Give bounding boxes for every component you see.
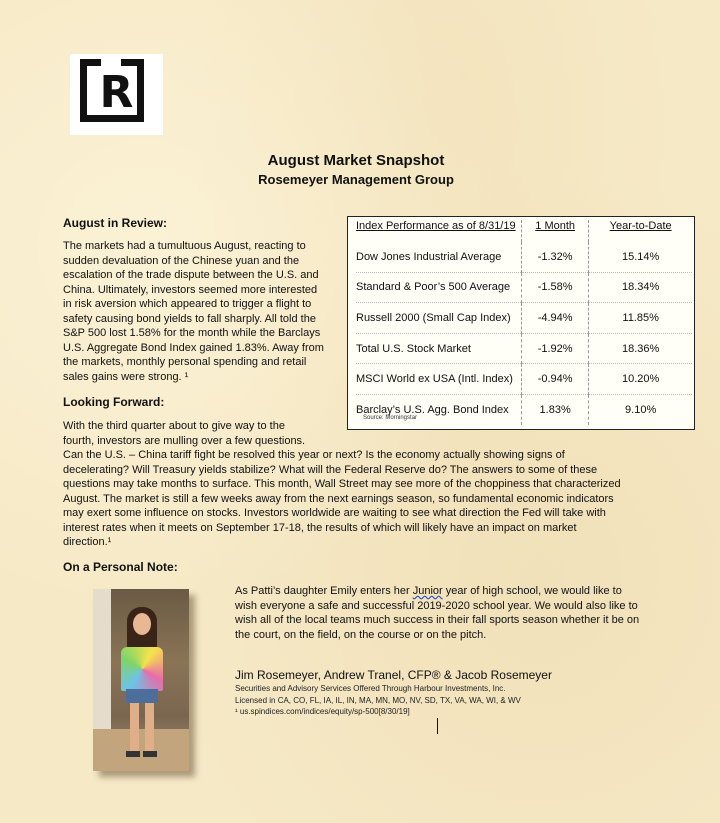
table-row — [356, 272, 692, 303]
personal-text-before: As Patti’s daughter Emily enters her — [235, 585, 413, 597]
ytd-return: 18.34% — [589, 272, 692, 303]
index-name: MSCI World ex USA (Intl. Index) — [356, 364, 522, 395]
table-row — [356, 242, 692, 272]
personal-paragraph — [235, 584, 645, 642]
text-cursor — [437, 718, 438, 734]
table-header-index: Index Performance as of 8/31/19 — [356, 220, 522, 242]
review-line: sudden devaluation of the Chinese yuan and the — [63, 254, 300, 267]
photo-shoe — [126, 751, 140, 757]
month-return: -4.94% — [522, 303, 589, 334]
forward-line: decelerating? Will Treasury yields stabilize? What will the Federal Reserve do? The answers to some of these — [63, 463, 598, 476]
table-row — [356, 364, 692, 395]
forward-line: With the third quarter about to give way to the — [63, 420, 285, 432]
disclosure-text: Securities and Advisory Services Offered Through Harbour Investments, Inc. — [235, 684, 506, 693]
month-return: -1.92% — [522, 333, 589, 364]
review-paragraph — [63, 239, 348, 384]
index-performance-table — [347, 216, 695, 430]
index-name: Barclay’s U.S. Agg. Bond Index — [356, 394, 522, 424]
photo-floor — [93, 729, 189, 771]
month-return: -1.58% — [522, 272, 589, 303]
forward-heading: Looking Forward: — [63, 395, 165, 409]
ytd-return: 15.14% — [589, 242, 692, 272]
table-header-month: 1 Month — [522, 220, 589, 242]
review-heading: August in Review: — [63, 216, 168, 230]
photo-shoe — [143, 751, 157, 757]
review-line: U.S. Aggregate Bond Index gained 1.83%. Away from — [63, 341, 324, 354]
logo-letter: R — [99, 67, 134, 118]
review-line: China. Ultimately, investors seemed more interested — [63, 283, 318, 296]
photo-leg — [130, 703, 139, 753]
review-line: in risk aversion which appeared to trigger a flight to — [63, 298, 312, 310]
spellcheck-underlined-word: Junior — [412, 585, 443, 597]
table-header-ytd: Year-to-Date — [609, 220, 672, 232]
index-name: Dow Jones Industrial Average — [356, 242, 522, 272]
review-line: The markets had a tumultuous August, reacting to — [63, 240, 306, 252]
company-logo — [70, 54, 163, 135]
table-row — [356, 303, 692, 334]
ytd-return: 9.10% — [625, 403, 657, 416]
forward-line: fourth, investors are mulling over a few questions. — [63, 434, 306, 447]
index-name: Standard & Poor’s 500 Average — [356, 272, 522, 303]
document-title: August Market Snapshot — [267, 152, 445, 169]
photo-leg — [145, 703, 154, 753]
table-source-note: Source: Morningstar — [363, 415, 418, 421]
ytd-return: 10.20% — [589, 364, 692, 395]
review-line: S&P 500 lost 1.58% for the month while the Barclays — [63, 327, 321, 339]
signature-line: Jim Rosemeyer, Andrew Tranel, CFP® & Jacob Rosemeyer — [235, 668, 552, 682]
review-line: sales gains were strong. ¹ — [63, 370, 189, 383]
month-return: 1.83% — [522, 394, 589, 424]
review-line: the markets, monthly personal spending and retail — [63, 356, 307, 368]
forward-line: questions may take months to surface. This month, Wall Street may see more of the choppiness that characterized — [63, 478, 621, 490]
licensed-states: Licensed in CA, CO, FL, IA, IL, IN, MA, MN, MO, NV, SD, TX, VA, WA, WI, & WV — [235, 696, 521, 705]
review-line: safety causing bond yields to fall sharply. All told the — [63, 312, 316, 325]
personal-text-after: year of high school, we would like to wish everyone a safe and successful 2019-2020 school year. We would also like to wish all of the local teams much success in their fall sports season whether it be on the court, on the field, on the course or on the pitch. — [235, 585, 640, 641]
review-line: escalation of the trade dispute between the U.S. and — [63, 269, 319, 281]
index-name: Total U.S. Stock Market — [356, 333, 522, 364]
ytd-return: 11.85% — [589, 303, 692, 334]
forward-line: may exert some influence on stocks. Investors worldwide are waiting to see what direction the Fed will take with — [63, 507, 606, 519]
forward-paragraph — [63, 419, 663, 550]
forward-line: direction.¹ — [63, 536, 112, 548]
document-subtitle: Rosemeyer Management Group — [258, 172, 454, 187]
photo-shorts — [126, 689, 158, 703]
ytd-return: 18.36% — [589, 333, 692, 364]
table-row — [356, 333, 692, 364]
family-photo — [93, 589, 189, 771]
photo-face — [133, 613, 151, 635]
month-return: -1.32% — [522, 242, 589, 272]
photo-tie-dye-shirt — [121, 647, 163, 691]
month-return: -0.94% — [522, 364, 589, 395]
forward-line: August. The market is still a few weeks away from the next earnings season, so fundamental economic indicators — [63, 492, 614, 505]
forward-line: Can the U.S. – China tariff fight be resolved this year or next? Is the economy actually showing signs of — [63, 449, 565, 461]
personal-heading: On a Personal Note: — [63, 560, 178, 574]
index-name: Russell 2000 (Small Cap Index) — [356, 303, 522, 334]
footnote-source: ¹ us.spindices.com/indices/equity/sp-500[8/30/19] — [235, 707, 410, 716]
forward-line: interest rates when it meets on September 17-18, the results of which will likely have an impact on market — [63, 521, 577, 534]
